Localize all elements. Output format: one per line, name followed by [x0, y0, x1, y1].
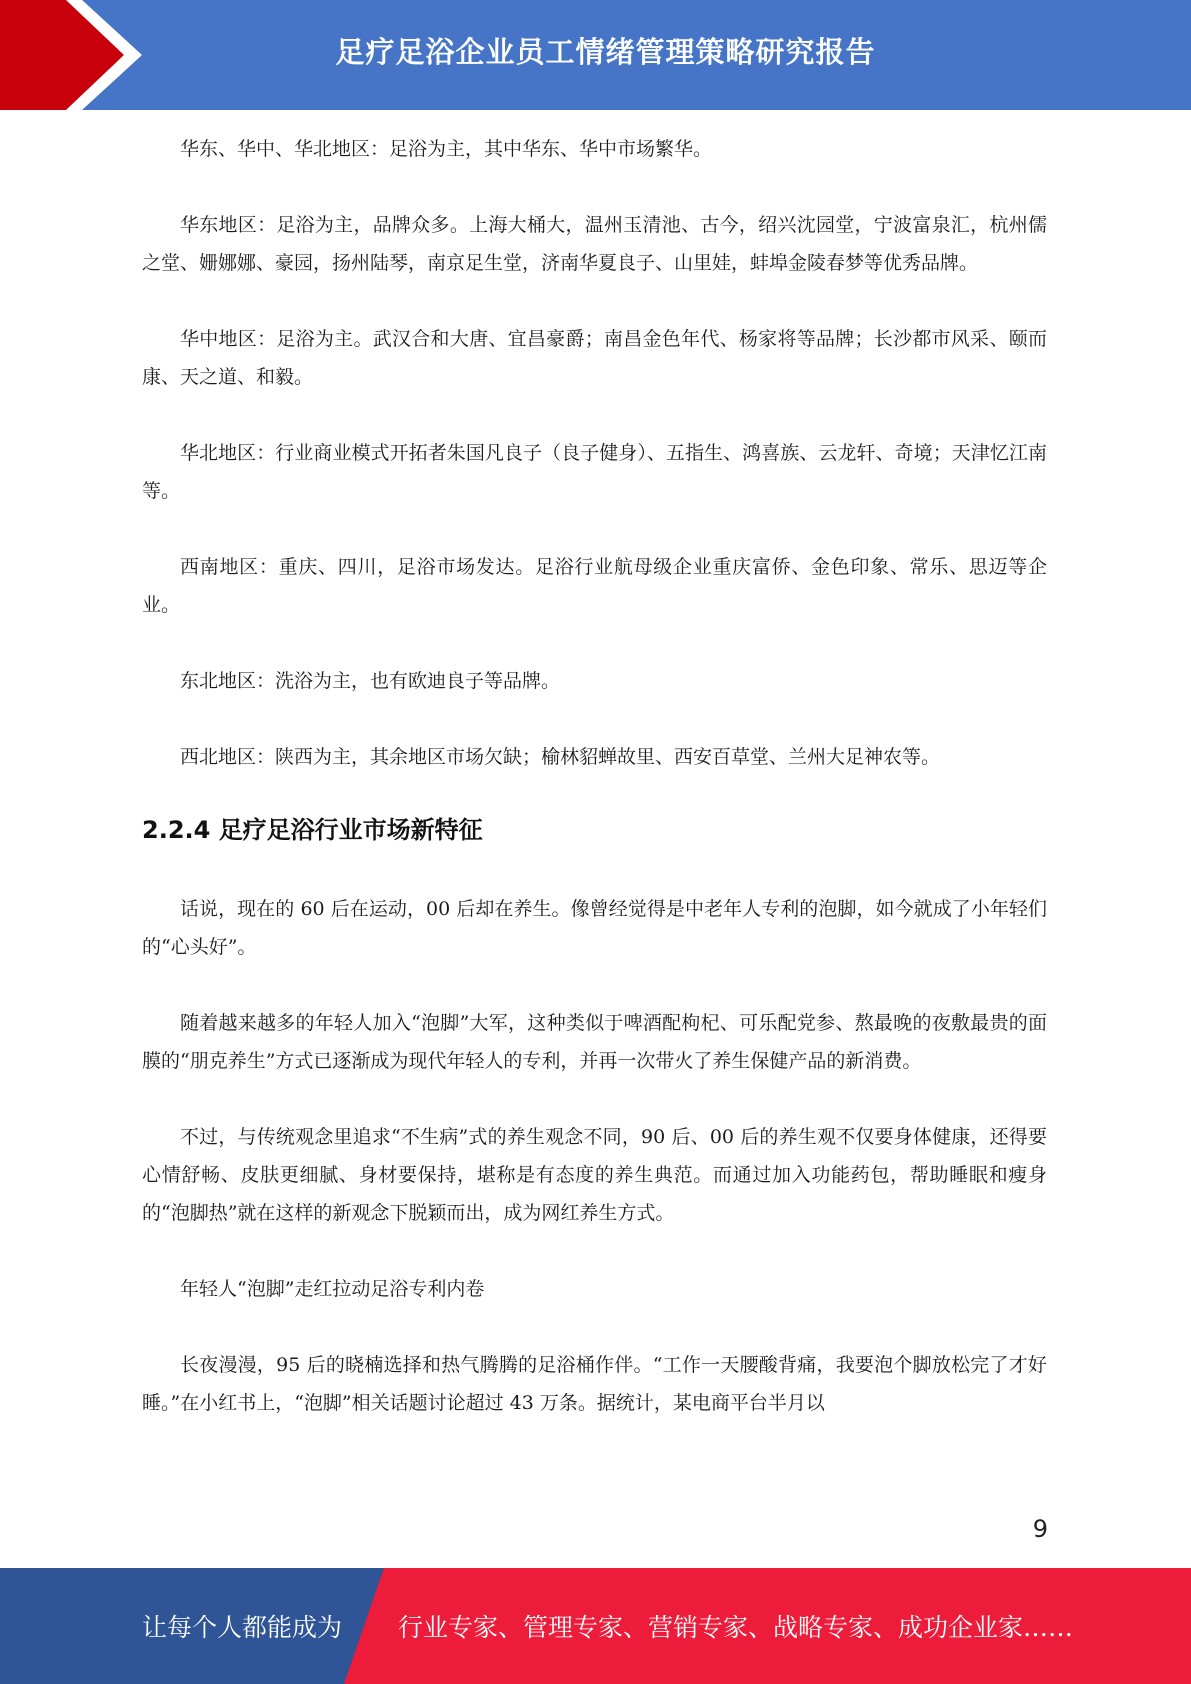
paragraph-punk-wellness: 随着越来越多的年轻人加入“泡脚”大军，这种类似于啤酒配枸杞、可乐配党参、熬最晚的夜敷最贵的面膜的“朋克养生”方式已逐渐成为现代年轻人的专利，并再一次带火了养生保健产品的新消费。 [142, 1012, 1047, 1072]
section-heading: 2.2.4 足疗足浴行业市场新特征 [142, 816, 483, 844]
header-title: 足疗足浴企业员工情绪管理策略研究报告 [335, 34, 876, 69]
footer-slogan-left: 让每个人都能成为 [142, 1613, 343, 1642]
paragraph-central-china: 华中地区：足浴为主。武汉合和大唐、宜昌豪爵；南昌金色年代、杨家将等品牌；长沙都市风采、颐而康、天之道、和毅。 [142, 328, 1047, 388]
paragraph-east-central-north: 华东、华中、华北地区：足浴为主，其中华东、华中市场繁华。 [180, 138, 713, 160]
paragraph-east-china: 华东地区：足浴为主，品牌众多。上海大桶大，温州玉清池、古今，绍兴沈园堂，宁波富泉汇，杭州儒之堂、姗娜娜、豪园，扬州陆琴，南京足生堂，济南华夏良子、山里娃，蚌埠金陵春梦等优秀品牌。 [142, 214, 1047, 274]
page-number: 9 [1032, 1515, 1048, 1543]
paragraph-foot-bath-story: 长夜漫漫，95 后的晓楠选择和热气腾腾的足浴桶作伴。“工作一天腰酸背痛，我要泡个脚放松完了才好睡。”在小红书上，“泡脚”相关话题讨论超过 43 万条。据统计，某电商平台半月以 [142, 1354, 1047, 1414]
page-header [0, 0, 1191, 110]
paragraph-northwest: 西北地区：陕西为主，其余地区市场欠缺；榆林貂蝉故里、西安百草堂、兰州大足神农等。 [180, 746, 941, 768]
paragraph-subheading-patents: 年轻人“泡脚”走红拉动足浴专利内卷 [180, 1278, 485, 1300]
paragraph-young-generation: 话说，现在的 60 后在运动，00 后却在养生。像曾经觉得是中老年人专利的泡脚，如今就成了小年轻们的“心头好”。 [142, 898, 1047, 958]
footer-slogan-right: 行业专家、管理专家、营销专家、战略专家、成功企业家…… [398, 1613, 1074, 1642]
paragraph-new-wellness-concept: 不过，与传统观念里追求“不生病”式的养生观念不同，90 后、00 后的养生观不仅要身体健康，还得要心情舒畅、皮肤更细腻、身材要保持，堪称是有态度的养生典范。而通过加入功能药包，帮助睡眠和瘦身的“泡脚热”就在这样的新观念下脱颖而出，成为网红养生方式。 [142, 1126, 1047, 1224]
document-body [142, 130, 1047, 1422]
paragraph-northeast: 东北地区：洗浴为主，也有欧迪良子等品牌。 [180, 670, 561, 692]
page-footer [0, 1568, 1191, 1684]
paragraph-southwest: 西南地区：重庆、四川，足浴市场发达。足浴行业航母级企业重庆富侨、金色印象、常乐、思迈等企业。 [142, 556, 1047, 616]
paragraph-north-china: 华北地区：行业商业模式开拓者朱国凡良子（良子健身）、五指生、鸿喜族、云龙轩、奇境；天津忆江南等。 [142, 442, 1047, 502]
